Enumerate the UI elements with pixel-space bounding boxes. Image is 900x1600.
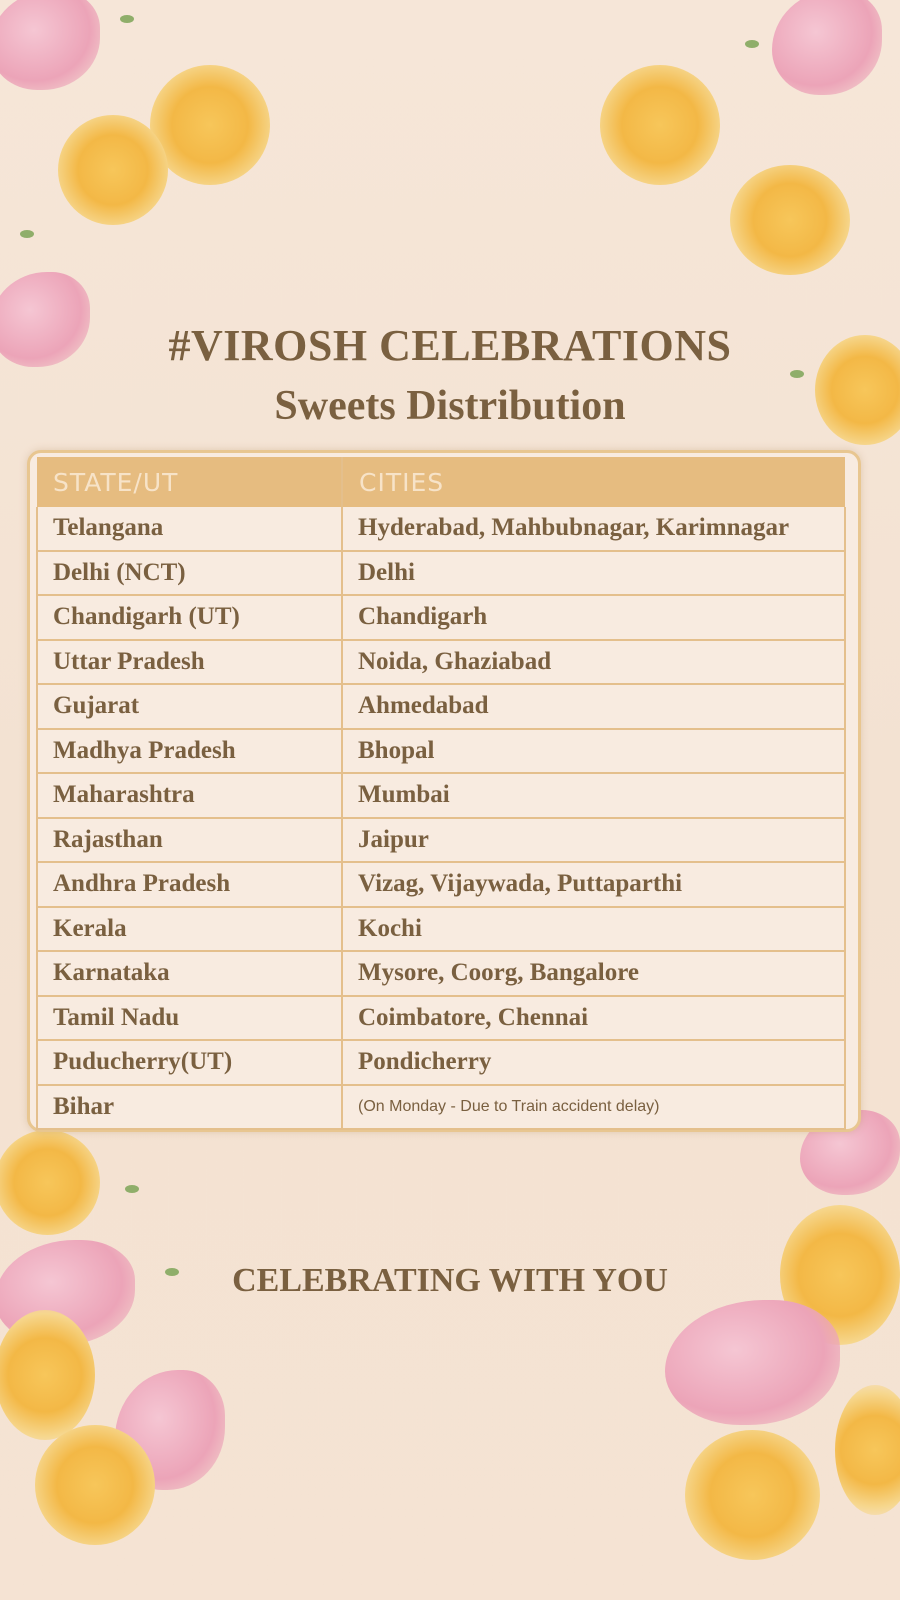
page-title: #VIROSH CELEBRATIONS (168, 321, 732, 370)
marigold-flower-decoration (685, 1430, 820, 1560)
table-row (37, 773, 845, 818)
table-row (37, 684, 845, 729)
state-cell: Andhra Pradesh (37, 862, 342, 907)
state-cell: Tamil Nadu (37, 996, 342, 1041)
column-header-state: STATE/UT (37, 457, 342, 507)
state-cell: Delhi (NCT) (37, 551, 342, 596)
table-row (37, 951, 845, 996)
table-row (37, 996, 845, 1041)
state-cell: Karnataka (37, 951, 342, 996)
leaf-decoration (745, 40, 759, 48)
page-subtitle: Sweets Distribution (274, 383, 626, 429)
table-row (37, 729, 845, 774)
state-cell: Bihar (37, 1085, 342, 1130)
state-cell: Kerala (37, 907, 342, 952)
table-row (37, 595, 845, 640)
table-row (37, 551, 845, 596)
anthurium-flower-decoration (772, 0, 882, 95)
cities-cell: (On Monday - Due to Train accident delay) (342, 1085, 845, 1130)
table-header-row (37, 457, 845, 507)
marigold-flower-decoration (35, 1425, 155, 1545)
state-cell: Uttar Pradesh (37, 640, 342, 685)
marigold-flower-decoration (600, 65, 720, 185)
cities-cell: Delhi (342, 551, 845, 596)
marigold-flower-decoration (0, 1130, 100, 1235)
leaf-decoration (120, 15, 134, 23)
table-row (37, 1040, 845, 1085)
cities-cell: Hyderabad, Mahbubnagar, Karimnagar (342, 507, 845, 551)
cities-cell: Kochi (342, 907, 845, 952)
footer-tagline: CELEBRATING WITH YOU (232, 1262, 668, 1299)
cities-cell: Mysore, Coorg, Bangalore (342, 951, 845, 996)
cities-cell: Ahmedabad (342, 684, 845, 729)
leaf-decoration (20, 230, 34, 238)
cities-cell: Mumbai (342, 773, 845, 818)
cities-cell: Chandigarh (342, 595, 845, 640)
marigold-flower-decoration (730, 165, 850, 275)
distribution-table (36, 457, 846, 1130)
state-cell: Madhya Pradesh (37, 729, 342, 774)
leaf-decoration (790, 370, 804, 378)
state-cell: Puducherry(UT) (37, 1040, 342, 1085)
marigold-flower-decoration (150, 65, 270, 185)
table-row (37, 862, 845, 907)
cities-cell: Noida, Ghaziabad (342, 640, 845, 685)
leaf-decoration (125, 1185, 139, 1193)
state-cell: Maharashtra (37, 773, 342, 818)
state-cell: Gujarat (37, 684, 342, 729)
table-row (37, 640, 845, 685)
marigold-flower-decoration (58, 115, 168, 225)
table-row (37, 907, 845, 952)
state-cell: Rajasthan (37, 818, 342, 863)
cities-cell: Pondicherry (342, 1040, 845, 1085)
anthurium-flower-decoration (665, 1300, 840, 1425)
state-cell: Telangana (37, 507, 342, 551)
marigold-flower-decoration (835, 1385, 900, 1515)
marigold-flower-decoration (0, 1310, 95, 1440)
cities-cell: Coimbatore, Chennai (342, 996, 845, 1041)
column-header-cities: CITIES (342, 457, 845, 507)
cities-cell: Vizag, Vijaywada, Puttaparthi (342, 862, 845, 907)
cities-cell: Jaipur (342, 818, 845, 863)
table-row (37, 1085, 845, 1130)
anthurium-flower-decoration (0, 0, 100, 90)
state-cell: Chandigarh (UT) (37, 595, 342, 640)
table-row (37, 818, 845, 863)
cities-cell: Bhopal (342, 729, 845, 774)
table-row (37, 507, 845, 551)
